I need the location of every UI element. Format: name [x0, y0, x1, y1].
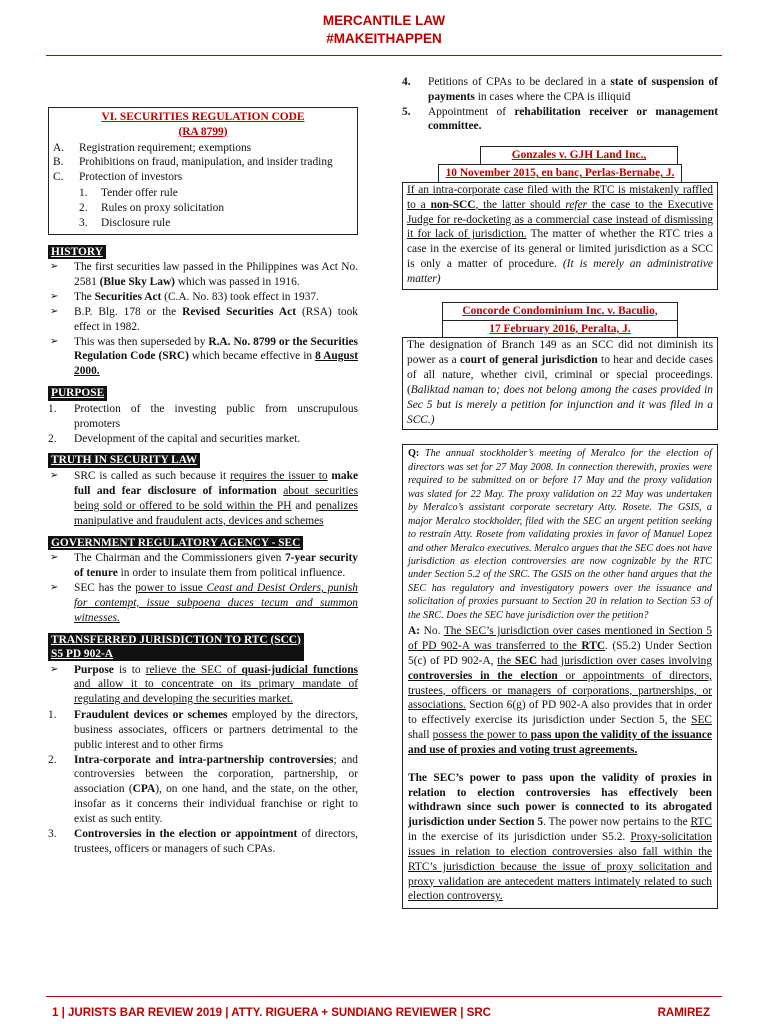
gov-list	[48, 551, 358, 625]
list-item: 1. Tender offer rule	[79, 187, 178, 200]
list-item: 2. Rules on proxy solicitation	[79, 201, 225, 214]
section-heading-truth: TRUTH IN SECURITY LAW	[48, 453, 200, 468]
topic-box	[48, 107, 358, 235]
list-item: C. Protection of investors	[53, 171, 183, 184]
list-item: ➢ The first securities law passed in the Philippines was Act No. 2581 (Blue Sky Law) which was passed in 1916.	[48, 260, 358, 290]
qa-answer: A: No. The SEC’s jurisdiction over cases mentioned in Section 5 of PD 902-A was transferred to the RTC. (S5.2) Under Section 5(c) of PD 902-A, the SEC had jurisdiction over cases involving controversies in the election or appointments of directors, trustees, officers or managers of corporations, partnerships, or associations. Section 6(g) of PD 902-A also provides that in order to effectively exercise its jurisdiction under Section 5, the SEC shall possess the power to pass upon the validity of the issuance and use of proxies and voting trust agreements.	[408, 625, 713, 756]
list-item: ➢ This was then superseded by R.A. No. 8799 or the Securities Regulation Code (SRC) which became effective in 8 August 2000.	[48, 335, 358, 379]
case-title: Concorde Condominium Inc. v. Baculio,	[462, 304, 658, 317]
list-item: 3. Controversies in the election or appointment of directors, trustees, officers or managers of such CPAs.	[48, 827, 358, 855]
list-item: B. Prohibitions on fraud, manipulation, and insider trading	[53, 156, 333, 169]
list-item: ➢ The Chairman and the Commissioners given 7-year security of tenure in order to insulate them from political influence.	[48, 551, 358, 581]
footer-rule	[46, 996, 722, 997]
section-heading-history: HISTORY	[48, 245, 106, 260]
list-item: 4. Petitions of CPAs to be declared in a state of suspension of payments in cases where the CPA is illiquid	[402, 76, 718, 103]
case-body: The designation of Branch 149 as an SCC did not diminish its power as a court of general jurisdiction to hear and decide cases of all nature, whether civil, criminal or special proceedings. (Baliktad naman to; does not belong among the cases provided in Sec 5 but is merely a petition for injunction and it was filed in a SCC.)	[402, 337, 718, 430]
section-heading-purpose: PURPOSE	[48, 386, 107, 401]
header-rule	[46, 55, 722, 56]
list-item: ➢ SEC has the power to issue Ceast and Desist Orders, punish for contempt, issue subpoena duces tecum and summon witnesses.	[48, 581, 358, 625]
purpose-list	[48, 402, 358, 446]
list-item: 3. Disclosure rule	[79, 216, 171, 229]
case-title: Gonzales v. GJH Land Inc.,	[511, 149, 647, 162]
case-gonzales	[402, 146, 718, 289]
list-item: ➢ SRC is called as such because it requires the issuer to make full and fear disclosure of information about securities being sold or offered to be sold within the PH and penalizes manipulative and fraudulent acts, devices and schemes	[48, 469, 358, 528]
list-item: ➢ Purpose is to relieve the SEC of quasi-judicial functions and allow it to concentrate on its primary mandate of regulating and developing the securities market.	[48, 663, 358, 707]
page-header	[0, 12, 768, 48]
case-concorde	[402, 302, 718, 431]
section-heading-gov: GOVERNMENT REGULATORY AGENCY - SEC	[48, 536, 303, 551]
case-citation: 10 November 2015, en banc, Perlas-Bernabe, J.	[445, 167, 675, 180]
topic-sublist	[53, 186, 353, 230]
case-citation: 17 February 2016, Peralta, J.	[489, 322, 631, 335]
header-title: MERCANTILE LAW	[322, 13, 446, 28]
transfer-purpose-list	[48, 663, 358, 707]
transfer-list	[48, 708, 358, 856]
header-hashtag: #MAKEITHAPPEN	[326, 31, 442, 46]
left-column	[48, 74, 358, 856]
qa-answer-continued: The SEC’s power to pass upon the validity of proxies in relation to election controversies has effectively been withdrawn since such power is connected to its abrogated jurisdiction under Section 5. The power now pertains to the RTC in the exercise of its jurisdiction under S5.2. Proxy-solicitation issues in relation to election controversies also fall within the RTC’s jurisdiction because the issue of proxy solicitation and proxy validation are antecedent matters intimately related to such election controversy.	[408, 771, 712, 903]
qa-box	[402, 444, 718, 909]
list-item: ➢ B.P. Blg. 178 or the Revised Securities Act (RSA) took effect in 1982.	[48, 305, 358, 335]
list-item: 2. Intra-corporate and intra-partnership controversies; and controversies between the corporation, partnership, or association (CPA), on one hand, and the state, on the other, insofar as it concerns their individual franchise or right to exist as such entity.	[48, 753, 359, 825]
case-body: If an intra-corporate case filed with the RTC is mistakenly raffled to a non-SCC, the latter should refer the case to the Executive Judge for re-docketing as a commercial case instead of dismissing it for lack of jurisdiction. The matter of whether the RTC tries a case in the exercise of its general or limited jurisdiction as a SCC is only a matter of procedure. (It is merely an administrative matter)	[402, 182, 718, 290]
footer-author: RAMIREZ	[657, 1007, 710, 1019]
section-heading-transfer: TRANSFERRED JURISDICTION TO RTC (SCC) S5 PD 902-A	[48, 633, 304, 662]
continued-list	[402, 75, 718, 134]
topic-subtitle: (RA 8799)	[178, 125, 228, 138]
list-item: 2. Development of the capital and securities market.	[48, 432, 301, 445]
page-footer	[52, 1006, 716, 1021]
list-item: 5. Appointment of rehabilitation receiver or management committee.	[402, 105, 719, 133]
truth-list	[48, 469, 358, 528]
history-list	[48, 260, 358, 379]
topic-list	[53, 141, 353, 185]
list-item: 1. Protection of the investing public from unscrupulous promoters	[48, 402, 358, 430]
list-item: 1. Fraudulent devices or schemes employed by the directors, business associates, officers or partners detrimental to the public interest and to other firms	[48, 709, 358, 751]
footer-left: 1 | JURISTS BAR REVIEW 2019 | ATTY. RIGUERA + SUNDIANG REVIEWER | SRC	[52, 1007, 491, 1019]
list-item: ➢ The Securities Act (C.A. No. 83) took effect in 1937.	[48, 290, 358, 305]
qa-question: Q: The annual stockholder’s meeting of Meralco for the election of directors was set for 27 May 2008. In connection therewith, proxies were required to be submitted on or before 17 May and the proxy validation was slated for 22 May. The proxy validation on 22 May was undertaken by Meralco’s assistant corporate secretary Atty. Rosete. The GSIS, a major Meralco stockholder, filed with the SEC an urgent petition seeking to restrain Atty. Rosete from validating proxies in favor of Manuel Lopez and other Meralco executives. Meralco argues that the SEC does not have jurisdiction as election controversies are now cognizable by the RTC under Section 5.2 of the SRC. The GSIS on the other hand argues that the SEC has regulatory and investigatory powers over the issuance and solicitation of proxies pursuant to Section 20 in relation to Section 53 of the SRC. Does the SEC have jurisdiction over the petition?	[408, 448, 712, 621]
topic-title: VI. SECURITIES REGULATION CODE	[101, 111, 305, 123]
list-item: A. Registration requirement; exemptions	[53, 141, 252, 154]
right-column	[402, 74, 718, 909]
